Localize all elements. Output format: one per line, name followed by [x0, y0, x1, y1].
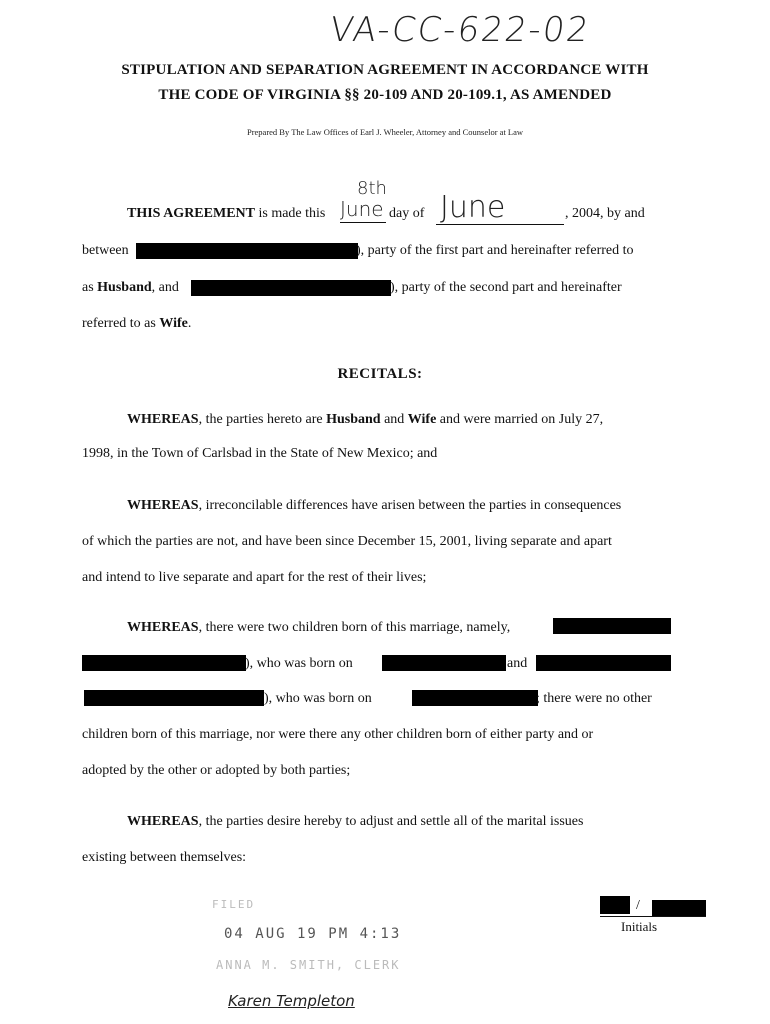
prepared-by-line: Prepared By The Law Offices of Earl J. Wheeler, Attorney and Counselor at Law [246, 127, 524, 137]
agreement-line-1 [127, 206, 325, 222]
no-other-text: ; there were no other [536, 691, 652, 706]
wife-term: Wife [159, 316, 188, 331]
recital-3-line-5: adopted by the other or adopted by both parties; [82, 763, 351, 778]
redaction-child-1-name [553, 618, 671, 634]
filing-stamp-date: 04 AUG 19 PM 4:13 [224, 926, 402, 942]
case-number-handwritten: VA-CC-622-02 [327, 10, 593, 50]
handwritten-day-superscript: 8th [357, 178, 387, 199]
redaction-child-2-name-cont [84, 690, 264, 706]
redaction-child-2-name [536, 655, 671, 671]
clerk-signature: Karen Templeton [228, 992, 355, 1010]
filing-stamp-clerk: ANNA M. SMITH, CLERK [216, 958, 401, 972]
between-text: between [82, 243, 129, 258]
redaction-child-2-dob [412, 690, 538, 706]
recital-2-line-3: and intend to live separate and apart for the rest of their lives; [82, 570, 427, 585]
recital-1-line-1: WHEREAS, the parties hereto are Husband and Wife and were married on July 27, [127, 412, 604, 427]
redaction-husband-name [136, 243, 358, 259]
first-party-text: ), party of the first part and hereinafter referred to [356, 243, 634, 258]
redaction-wife-name [191, 280, 391, 296]
recital-4-line-2: existing between themselves: [82, 850, 247, 865]
initials-label: Initials [621, 919, 658, 934]
handwritten-month: June [440, 190, 506, 225]
month-underline [436, 224, 564, 225]
day-underline [340, 222, 386, 223]
recital-3-line-1: WHEREAS, there were two children born of this marriage, namely, [127, 620, 511, 635]
initials-separator: / [636, 898, 640, 913]
referred-wife-line: referred to as Wife. [82, 316, 192, 331]
recital-2-line-2: of which the parties are not, and have been since December 15, 2001, living separate and apart [82, 534, 612, 549]
second-party-text: ), party of the second part and hereinafter [390, 280, 622, 295]
day-of-text: day of [389, 206, 425, 221]
handwritten-day: June [340, 197, 384, 221]
recital-4-line-1: WHEREAS, the parties desire hereby to adjust and settle all of the marital issues [127, 814, 584, 829]
redaction-child-1-dob [382, 655, 506, 671]
year-text: , 2004, by and [565, 206, 645, 221]
document-title-line-1: STIPULATION AND SEPARATION AGREEMENT IN ACCORDANCE WITH [121, 62, 649, 78]
initials-underline [600, 916, 706, 917]
born-on-1-text: ), who was born on [245, 656, 353, 671]
husband-term: Husband [97, 280, 152, 295]
recital-1-line-2: 1998, in the Town of Carlsbad in the State of New Mexico; and [82, 446, 438, 461]
agreement-lead: THIS AGREEMENT [127, 206, 255, 221]
recitals-heading: RECITALS: [337, 366, 423, 382]
born-on-2-text: ), who was born on [264, 691, 372, 706]
and-text: and [507, 656, 528, 671]
redaction-initials-husband [600, 896, 630, 914]
made-this-text: is made this [254, 206, 326, 221]
recital-3-line-4: children born of this marriage, nor were there any other children born of either party and or [82, 727, 594, 742]
redaction-initials-wife [652, 900, 706, 916]
as-husband-line: as Husband, and [82, 280, 179, 295]
document-title-line-2: THE CODE OF VIRGINIA §§ 20-109 AND 20-109.1, AS AMENDED [158, 87, 612, 103]
filing-stamp-label: FILED [212, 898, 256, 911]
recital-2-line-1: WHEREAS, irreconcilable differences have arisen between the parties in consequences [127, 498, 622, 513]
redaction-child-1-name-cont [82, 655, 246, 671]
